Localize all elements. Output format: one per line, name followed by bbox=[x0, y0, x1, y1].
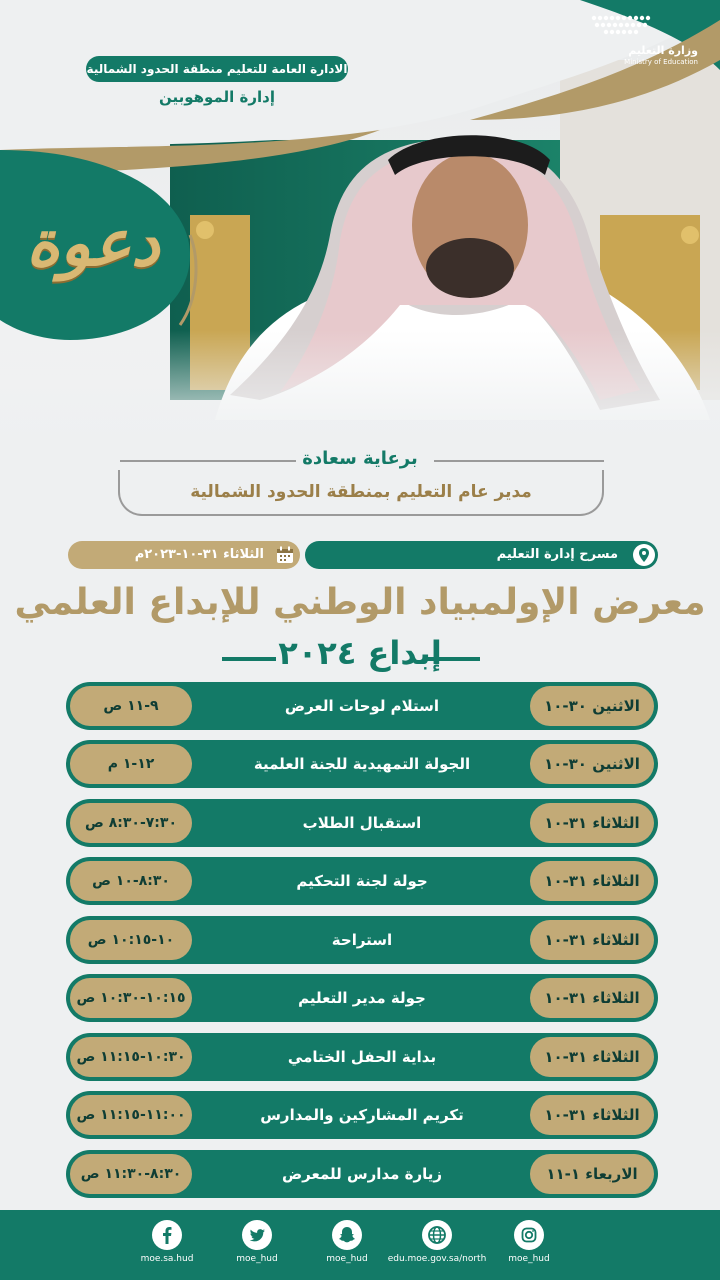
event-subtitle: إبداع ٢٠٢٤ bbox=[278, 634, 442, 672]
schedule-time: ١٠:٣٠-١١:١٥ ص bbox=[70, 1037, 192, 1077]
facebook-icon[interactable] bbox=[152, 1220, 182, 1250]
snapchat-handle: moe_hud bbox=[326, 1254, 368, 1264]
schedule-row bbox=[66, 857, 658, 905]
schedule-time: ٨:٣٠-١٠ ص bbox=[70, 861, 192, 901]
website-link[interactable] bbox=[387, 1220, 487, 1278]
snapchat-icon[interactable] bbox=[332, 1220, 362, 1250]
schedule-row bbox=[66, 974, 658, 1022]
schedule-activity: استلام لوحات العرض bbox=[284, 697, 440, 715]
schedule-day: الثلاثاء ٣١-١٠ bbox=[530, 1037, 654, 1077]
schedule-time: ٨:٣٠-١١:٣٠ ص bbox=[70, 1154, 192, 1194]
schedule-row bbox=[66, 1150, 658, 1198]
twitter-icon[interactable] bbox=[242, 1220, 272, 1250]
schedule-activity: جولة مدير التعليم bbox=[298, 989, 426, 1007]
schedule-activity: بداية الحفل الختامي bbox=[287, 1048, 437, 1066]
hero-section bbox=[0, 0, 720, 445]
schedule-day: الثلاثاء ٣١-١٠ bbox=[530, 920, 654, 960]
schedule-row bbox=[66, 682, 658, 730]
facebook-handle: moe.sa.hud bbox=[140, 1254, 194, 1264]
schedule-row bbox=[66, 916, 658, 964]
schedule-day: الثلاثاء ٣١-١٠ bbox=[530, 803, 654, 843]
schedule-time: ١١:٠٠-١١:١٥ ص bbox=[70, 1095, 192, 1135]
event-title: معرض الإولمبياد الوطني للإبداع العلمي bbox=[14, 582, 706, 623]
schedule-activity: الجولة التمهيدية للجنة العلمية bbox=[253, 755, 471, 773]
instagram-handle: moe_hud bbox=[508, 1254, 550, 1264]
globe-icon[interactable] bbox=[422, 1220, 452, 1250]
schedule-day: الاثنين ٣٠-١٠ bbox=[530, 744, 654, 784]
schedule-activity: تكريم المشاركين والمدارس bbox=[260, 1106, 464, 1124]
twitter-handle: moe_hud bbox=[236, 1254, 278, 1264]
patron-name: مدير عام التعليم بمنطقة الحدود الشمالية bbox=[190, 482, 532, 502]
patron-label: برعاية سعادة bbox=[302, 448, 418, 469]
facebook-link[interactable] bbox=[122, 1220, 212, 1278]
schedule-day: الثلاثاء ٣١-١٠ bbox=[530, 861, 654, 901]
website-url: edu.moe.gov.sa/north bbox=[387, 1254, 487, 1264]
schedule-day: الثلاثاء ٣١-١٠ bbox=[530, 978, 654, 1018]
ministry-logo bbox=[588, 12, 698, 66]
instagram-link[interactable] bbox=[484, 1220, 574, 1278]
schedule-activity: استراحة bbox=[331, 931, 393, 949]
schedule-row bbox=[66, 1091, 658, 1139]
schedule-row bbox=[66, 1033, 658, 1081]
schedule-time: ٩-١١ ص bbox=[70, 686, 192, 726]
date-text: الثلاثاء ٣١-١٠-٢٠٢٣م bbox=[134, 547, 264, 562]
schedule-time: ١٠:١٥-١٠:٣٠ ص bbox=[70, 978, 192, 1018]
ministry-dots-icon bbox=[588, 12, 658, 40]
schedule-row bbox=[66, 799, 658, 847]
department-label: إدارة الموهوبين bbox=[159, 88, 275, 106]
schedule-activity: زيارة مدارس للمعرض bbox=[281, 1165, 443, 1183]
ministry-name-ar: وزارة التعليم bbox=[628, 44, 698, 57]
location-text: مسرح إدارة التعليم bbox=[496, 547, 618, 562]
schedule-day: الاربعاء ١-١١ bbox=[530, 1154, 654, 1194]
invitation-calligraphy: دعوة bbox=[26, 205, 160, 281]
instagram-icon[interactable] bbox=[514, 1220, 544, 1250]
schedule-time: ١٢-١ م bbox=[70, 744, 192, 784]
schedule-day: الاثنين ٣٠-١٠ bbox=[530, 686, 654, 726]
date-pill bbox=[68, 541, 300, 569]
calendar-icon bbox=[276, 546, 294, 564]
location-pill bbox=[305, 541, 658, 569]
schedule-activity: جولة لجنة التحكيم bbox=[296, 872, 428, 890]
schedule-time: ١٠-١٠:١٥ ص bbox=[70, 920, 192, 960]
schedule-time: ٧:٣٠-٨:٣٠ ص bbox=[70, 803, 192, 843]
schedule-activity: استقبال الطلاب bbox=[302, 814, 422, 832]
schedule-row bbox=[66, 740, 658, 788]
twitter-link[interactable] bbox=[212, 1220, 302, 1278]
location-pin-icon bbox=[633, 544, 655, 566]
social-footer bbox=[0, 1210, 720, 1280]
patron-box bbox=[118, 470, 604, 516]
snapchat-link[interactable] bbox=[302, 1220, 392, 1278]
directorate-label: الادارة العامة للتعليم منطقة الحدود الشمالية bbox=[86, 56, 348, 82]
ministry-name-en: Ministry of Education bbox=[624, 58, 698, 66]
schedule-day: الثلاثاء ٣١-١٠ bbox=[530, 1095, 654, 1135]
